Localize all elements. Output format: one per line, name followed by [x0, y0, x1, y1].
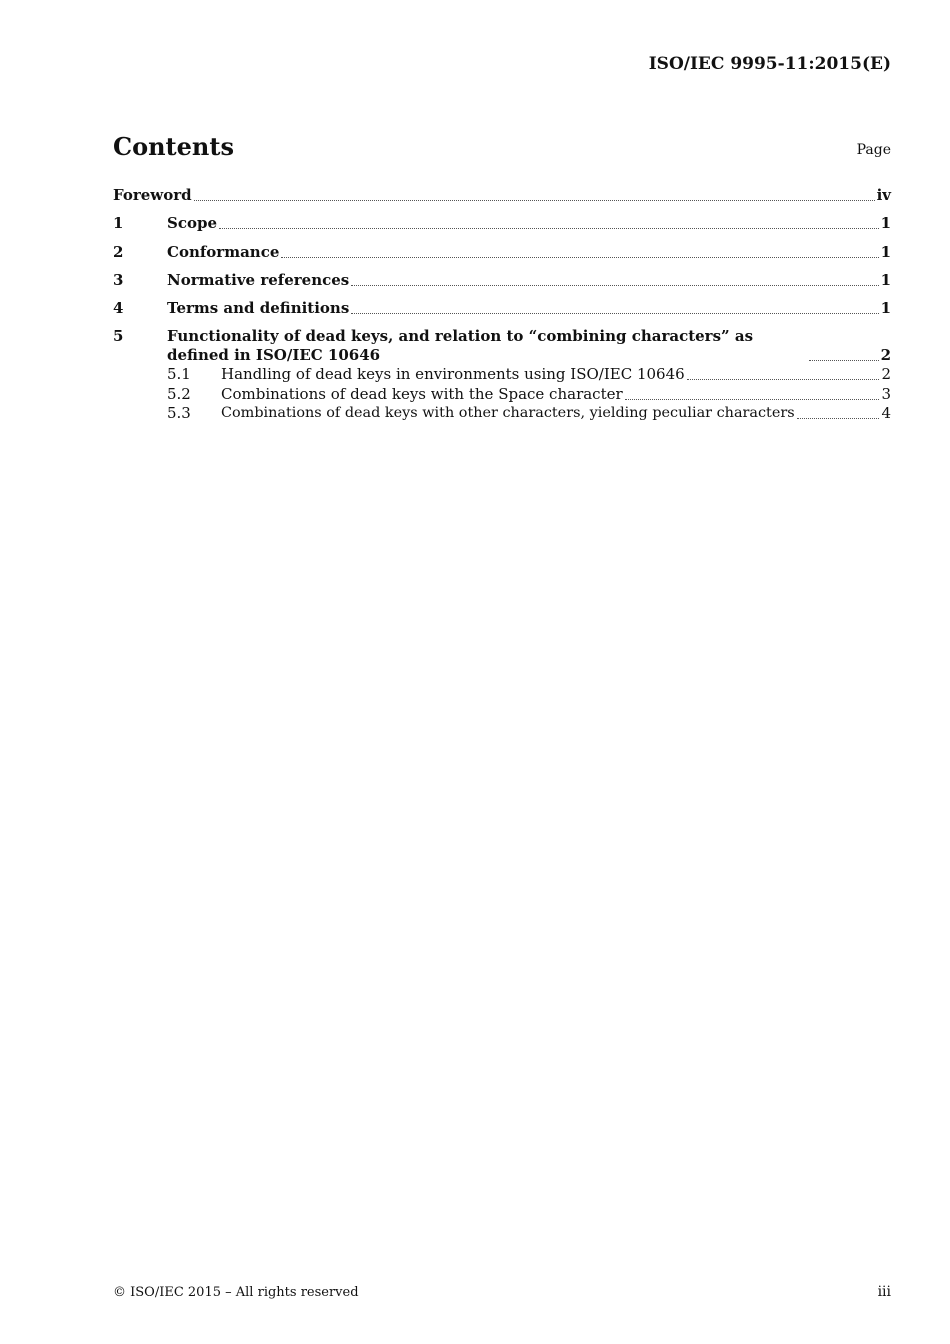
toc-entry-number: 5.2: [167, 384, 191, 403]
dot-leader: [194, 200, 875, 201]
dot-leader: [351, 313, 878, 314]
toc-entry-number: 5: [113, 327, 124, 346]
toc-entry-scope[interactable]: [113, 214, 891, 233]
toc-entry-number: 5.1: [167, 365, 191, 384]
contents-heading: Contents: [113, 132, 234, 161]
page-column-label: Page: [856, 142, 891, 158]
toc-entry-title: Normative references: [167, 270, 350, 289]
toc-entry-page: 3: [881, 384, 891, 403]
toc-entry-normative-references[interactable]: [113, 271, 891, 290]
toc-entry-title: Foreword: [113, 186, 192, 204]
dot-leader: [219, 228, 879, 229]
toc-entry-number: 2: [113, 242, 124, 261]
toc-entry-terms-and-definitions[interactable]: [113, 299, 891, 318]
dot-leader: [625, 399, 880, 400]
toc-entry-conformance[interactable]: [113, 243, 891, 262]
toc-entry-number: 5.3: [167, 404, 191, 423]
toc-entry-title: Scope: [167, 214, 218, 233]
toc-subentry-5-2[interactable]: [113, 385, 891, 404]
toc-entry-page: 1: [880, 270, 891, 289]
dot-leader: [809, 360, 879, 361]
toc-entry-number: 3: [113, 270, 124, 289]
toc-entry-number: 1: [113, 214, 124, 233]
toc-entry-page: iv: [876, 186, 891, 204]
toc-entry-number: 4: [113, 299, 124, 318]
toc-entry-page: 4: [881, 404, 891, 423]
page-number: iii: [877, 1284, 891, 1300]
toc-entry-functionality-of-dead-keys[interactable]: [113, 327, 891, 365]
toc-entry-title: Functionality of dead keys, and relation to “combining characters” as defined in ISO/IEC 10646: [167, 327, 754, 365]
toc-entry-page: 1: [880, 214, 891, 233]
toc-entry-page: 2: [880, 346, 891, 365]
toc-entry-page: 1: [880, 299, 891, 318]
copyright-footer: © ISO/IEC 2015 – All rights reserved: [113, 1285, 359, 1300]
toc-entry-title: Terms and definitions: [167, 299, 350, 318]
toc-entry-title: Handling of dead keys in environments using ISO/IEC 10646: [221, 365, 685, 384]
toc-entry-foreword[interactable]: [113, 186, 891, 205]
dot-leader: [351, 285, 878, 286]
dot-leader: [281, 257, 878, 258]
toc-entry-title: Conformance: [167, 242, 280, 261]
table-of-contents: [113, 186, 891, 423]
toc-subentry-5-1[interactable]: [113, 365, 891, 384]
toc-subentry-5-3[interactable]: [113, 404, 891, 423]
toc-entry-title: Combinations of dead keys with the Space character: [221, 384, 623, 403]
document-id-header: ISO/IEC 9995-11:2015(E): [648, 54, 891, 74]
toc-entry-page: 1: [880, 242, 891, 261]
dot-leader: [797, 418, 880, 419]
toc-entry-page: 2: [881, 365, 891, 384]
toc-entry-title: Combinations of dead keys with other characters, yielding peculiar characters: [221, 405, 795, 422]
dot-leader: [687, 379, 880, 380]
